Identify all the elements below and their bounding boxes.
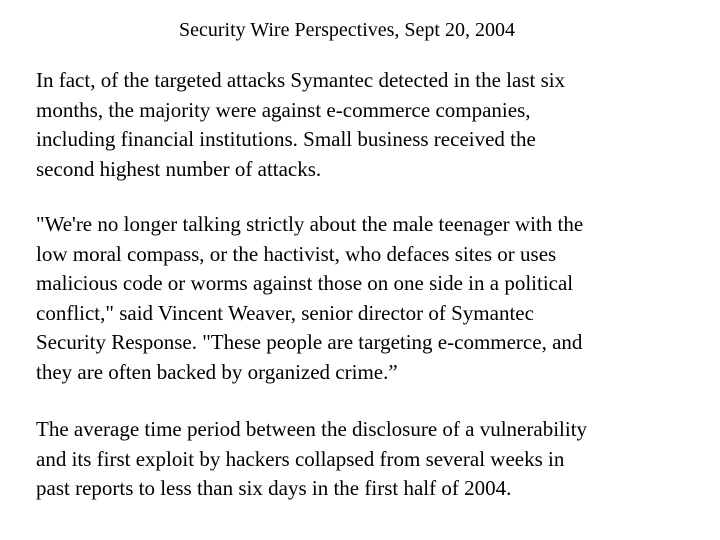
paragraph-line: second highest number of attacks. — [36, 156, 322, 181]
paragraph-line: Security Response. "These people are targeting e-commerce, and — [36, 330, 583, 354]
page-title: Security Wire Perspectives, Sept 20, 2004 — [179, 19, 515, 41]
paragraph-line: "We're no longer talking strictly about the male teenager with the — [36, 212, 584, 236]
paragraph-line: past reports to less than six days in the first half of 2004. — [36, 476, 512, 500]
paragraph-line: In fact, of the targeted attacks Symantec detected in the last six — [36, 68, 566, 92]
paragraph-line: they are often backed by organized crime.” — [36, 359, 398, 384]
paragraph-line: months, the majority were against e-commerce companies, — [36, 97, 531, 122]
paragraph-line: including financial institutions. Small business received the — [36, 127, 536, 151]
paragraph-line: conflict," said Vincent Weaver, senior director of Symantec — [36, 300, 534, 325]
paragraph-exploit-time — [36, 415, 706, 504]
paragraph-line: and its first exploit by hackers collapsed from several weeks in — [36, 446, 565, 471]
paragraph-targeted-attacks — [36, 66, 706, 184]
paragraph-line: low moral compass, or the hactivist, who defaces sites or uses — [36, 241, 557, 266]
paragraph-line: The average time period between the disclosure of a vulnerability — [36, 417, 588, 441]
paragraph-line: malicious code or worms against those on one side in a political — [36, 271, 574, 295]
paragraph-quote — [36, 210, 706, 387]
